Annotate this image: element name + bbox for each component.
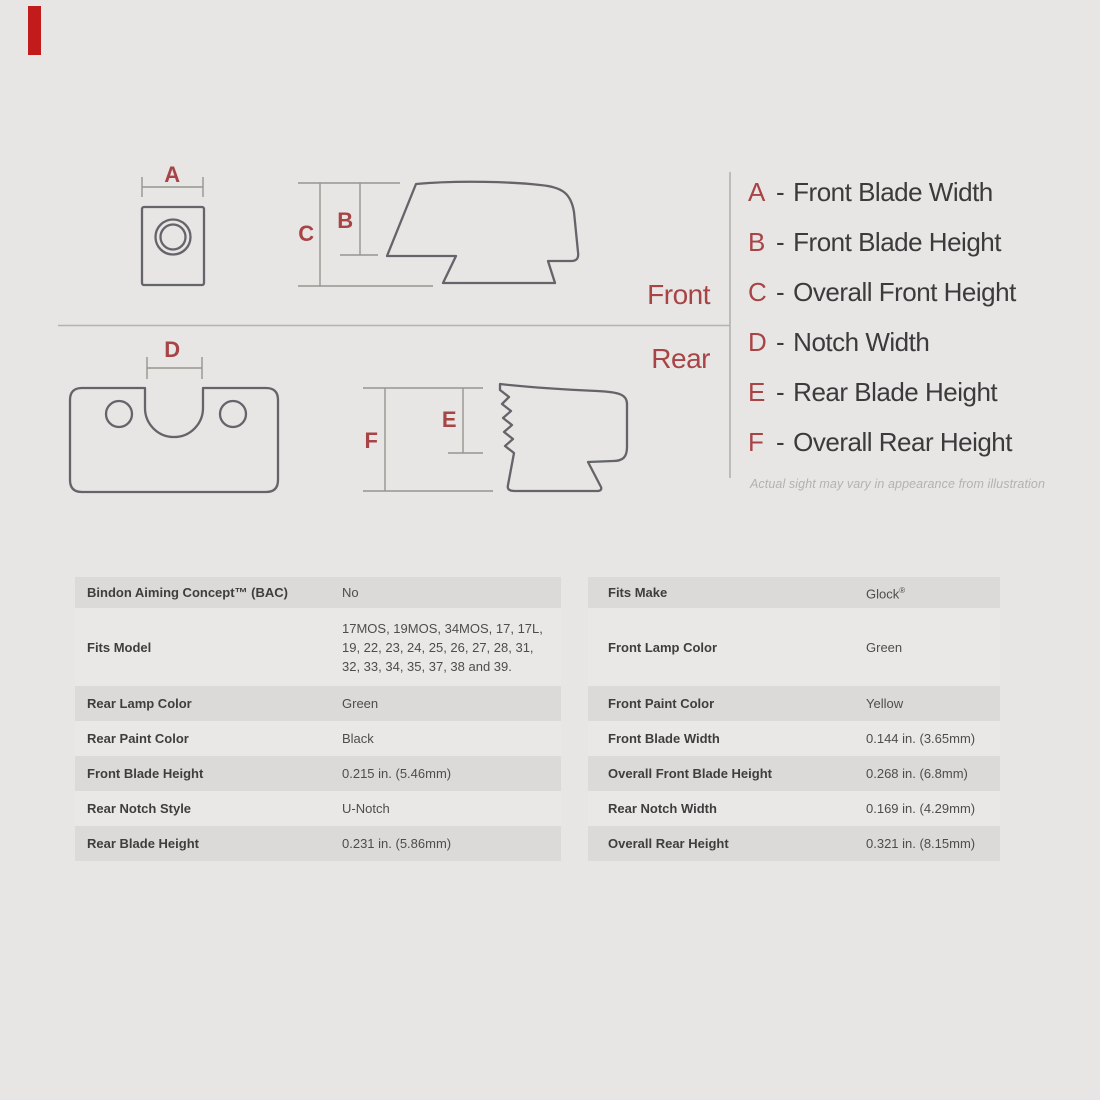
legend-text: Front Blade Width [793,176,993,207]
front-sight-side-view [387,182,578,283]
table-row [588,826,1000,861]
spec-label: Rear Notch Width [608,801,717,816]
registered-mark: ® [899,586,906,596]
legend-dash: - [776,176,785,207]
table-row [75,608,561,686]
table-row [75,721,561,756]
dim-letter-b: B [337,208,353,233]
legend-letter: D [748,326,767,357]
table-row [588,756,1000,791]
table-row [588,608,1000,686]
spec-value: 0.144 in. (3.65mm) [866,731,976,746]
dim-letter-f: F [364,428,378,453]
right-lamp-circle [220,401,246,427]
legend-dash: - [776,226,785,257]
dim-letter-d: D [164,337,180,362]
spec-value: 0.321 in. (8.15mm) [866,836,976,851]
spec-label: Front Blade Height [87,766,204,781]
spec-table-right [588,577,1000,861]
table-row [75,577,561,608]
spec-value: 0.215 in. (5.46mm) [342,766,452,781]
spec-value: Green [866,639,903,655]
table-row [75,826,561,861]
spec-value [866,581,1000,603]
dim-letter-c: C [298,221,314,246]
table-row [75,756,561,791]
legend-item [748,317,1098,367]
legend-letter: B [748,226,765,257]
front-section-label: Front [647,279,710,310]
legend-dash: - [776,276,785,307]
spec-label: Fits Model [87,639,152,655]
rear-sight-front-view [70,388,278,492]
spec-value: 0.169 in. (4.29mm) [866,801,976,816]
spec-label: Front Paint Color [608,696,715,711]
legend-text: Overall Rear Height [793,426,1012,457]
spec-label: Front Blade Width [608,731,720,746]
table-row [75,686,561,721]
spec-label: Front Lamp Color [608,639,718,655]
spec-value: 17MOS, 19MOS, 34MOS, 17, 17L, 19, 22, 23, 24, 25, 26, 27, 28, 31, 32, 33, 34, 35, 37, 38 and 39. [342,620,543,674]
spec-label: Fits Make [608,585,668,600]
spec-label: Overall Front Blade Height [608,766,772,781]
spec-value: Black [342,731,374,746]
legend-letter: A [748,176,765,207]
table-row [588,791,1000,826]
table-row [75,791,561,826]
legend-text: Overall Front Height [793,276,1016,307]
measurement-legend [748,167,1098,467]
spec-value: 0.268 in. (6.8mm) [866,766,968,781]
spec-value: 0.231 in. (5.86mm) [342,836,452,851]
dim-letter-e: E [441,407,457,432]
spec-value: U-Notch [342,801,390,816]
table-row [588,721,1000,756]
legend-item [748,417,1098,467]
legend-item [748,267,1098,317]
rear-section-label: Rear [651,343,710,374]
spec-value: Yellow [866,696,904,711]
legend-dash: - [776,426,785,457]
disclaimer-text: Actual sight may vary in appearance from illustration [750,477,1046,491]
spec-value: No [342,585,359,600]
spec-label: Rear Paint Color [87,731,189,746]
dim-letter-a: A [164,162,180,187]
legend-item [748,217,1098,267]
table-row [588,577,1000,608]
legend-text: Notch Width [793,326,930,357]
spec-value: Green [342,696,379,711]
spec-label: Rear Lamp Color [87,696,192,711]
spec-label: Bindon Aiming Concept™ (BAC) [87,585,288,600]
legend-letter: F [748,426,764,457]
rear-sight-side-view [500,384,627,491]
front-sight-top-view [142,207,204,285]
legend-dash: - [776,376,785,407]
left-lamp-circle [106,401,132,427]
legend-letter: C [748,276,767,307]
legend-letter: E [748,376,765,407]
spec-label: Overall Rear Height [608,836,729,851]
spec-value-text: Glock [866,586,900,602]
spec-label: Rear Blade Height [87,836,199,851]
table-row [588,686,1000,721]
legend-text: Rear Blade Height [793,376,998,407]
spec-table-left [75,577,561,861]
legend-text: Front Blade Height [793,226,1001,257]
spec-label: Rear Notch Style [87,801,192,816]
legend-dash: - [776,326,785,357]
legend-item [748,367,1098,417]
legend-item [748,167,1098,217]
